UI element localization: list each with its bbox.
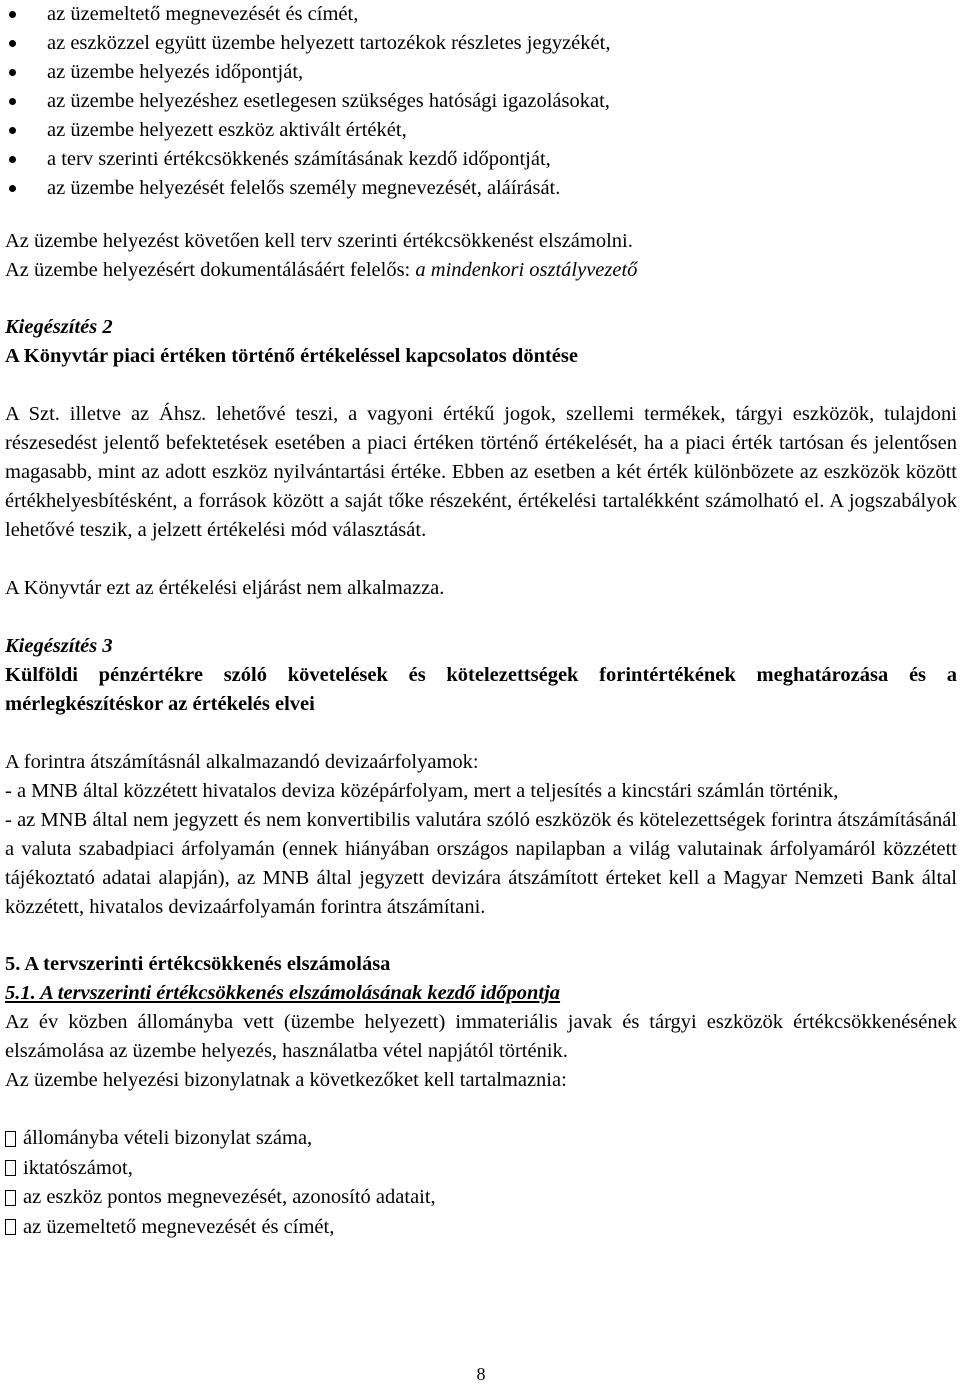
section-5-paragraph-1: Az év közben állományba vett (üzembe helyezett) immateriális javak és tárgyi eszközök értékcsökkenésének elszámolása az üzembe helyezés, használatba vétel napjától történik. [5,1011,957,1062]
supplement-3-item-1: - a MNB által közzétett hivatalos deviza középárfolyam, mert a teljesítés a kincstári számlán történik, [5,780,839,802]
supplement-3-label: Kiegészítés 3 [5,635,113,657]
supplement-3-item-2: - az MNB által nem jegyzett és nem konvertibilis valutára szóló eszközök és kötelezettségek forintra átszámításánál a valuta szabadpiaci árfolyamán (ennek hiányában országos napilapban a világ valutainak árfolyamáról közzétett tájékoztató adatai alapján), az MNB által jegyzett devizára átszámított érteket kell a Magyar Nemzeti Bank által közzétett, hivatalos devizaárfolyamán forintra átszámítani. [5,809,957,918]
box-list [5,1124,957,1242]
list-item: az eszköz pontos megnevezését, azonosító adatait, [5,1183,957,1213]
bullet-icon [9,98,16,105]
supplement-3-intro: A forintra átszámításnál alkalmazandó devizaárfolyamok: [5,751,479,773]
section-5-1-heading: 5.1. A tervszerinti értékcsökkenés elszámolásának kezdő időpontja [5,982,561,1004]
document-page [5,0,957,1384]
depreciation-paragraph: Az üzembe helyezést követően kell terv szerinti értékcsökkenést elszámolni. [5,230,633,252]
responsible-value: a mindenkori osztályvezető [415,259,638,281]
bullet-icon [9,156,16,163]
bullet-icon [9,40,16,47]
square-bullet-icon [5,1219,16,1235]
supplement-2-label: Kiegészítés 2 [5,316,113,338]
list-item: az üzembe helyezését felelős személy megnevezését, aláírását. [5,174,957,203]
list-item: az üzemeltető megnevezését és címét, [5,1213,957,1243]
section-5-paragraph-2: Az üzembe helyezési bizonylatnak a következőket kell tartalmaznia: [5,1069,567,1091]
page-number: 8 [476,1364,486,1384]
section-5-heading: 5. A tervszerinti értékcsökkenés elszámolása [5,953,391,975]
supplement-3-title: Külföldi pénzértékre szóló követelések és kötelezettségek forintértékének meghatározása és a mérlegkészítéskor az értékelés elvei [5,664,957,715]
list-item: az üzembe helyezett eszköz aktivált értékét, [5,116,957,145]
list-item: az üzembe helyezéshez esetlegesen szükséges hatósági igazolásokat, [5,87,957,116]
square-bullet-icon [5,1160,16,1176]
bullet-icon [9,69,16,76]
list-item: az eszközzel együtt üzembe helyezett tartozékok részletes jegyzékét, [5,29,957,58]
bullet-icon [9,127,16,134]
square-bullet-icon [5,1131,16,1147]
supplement-2-title: A Könyvtár piaci értéken történő értékeléssel kapcsolatos döntése [5,345,578,367]
list-item: a terv szerinti értékcsökkenés számításának kezdő időpontját, [5,145,957,174]
responsible-paragraph [5,256,957,285]
responsible-label: Az üzembe helyezésért dokumentálásáért felelős: [5,259,416,281]
list-item: állományba vételi bizonylat száma, [5,1124,957,1154]
bullet-icon [9,11,16,18]
square-bullet-icon [5,1190,16,1206]
supplement-2-paragraph: A Szt. illetve az Áhsz. lehetővé teszi, a vagyoni értékű jogok, szellemi termékek, tárgyi eszközök, tulajdoni részesedést jelentő befektetések esetében a piaci értéken történő értékelését, ha a piaci érték tartósan és jelentősen magasabb, mint az adott eszköz nyilvántartási értéke. Ebben az esetben a két érték különbözete az eszközök között értékhelyesbítésként, a források között a saját tőke részeként, értékelési tartalékként számolható el. A jogszabályok lehetővé teszik, a jelzett értékelési mód választását. [5,403,957,541]
list-item: az üzembe helyezés időpontját, [5,58,957,87]
list-item: iktatószámot, [5,1154,957,1184]
bullet-list-top [5,0,957,203]
list-item: az üzemeltető megnevezését és címét, [5,0,957,29]
supplement-2-note: A Könyvtár ezt az értékelési eljárást nem alkalmazza. [5,577,445,599]
bullet-icon [9,185,16,192]
